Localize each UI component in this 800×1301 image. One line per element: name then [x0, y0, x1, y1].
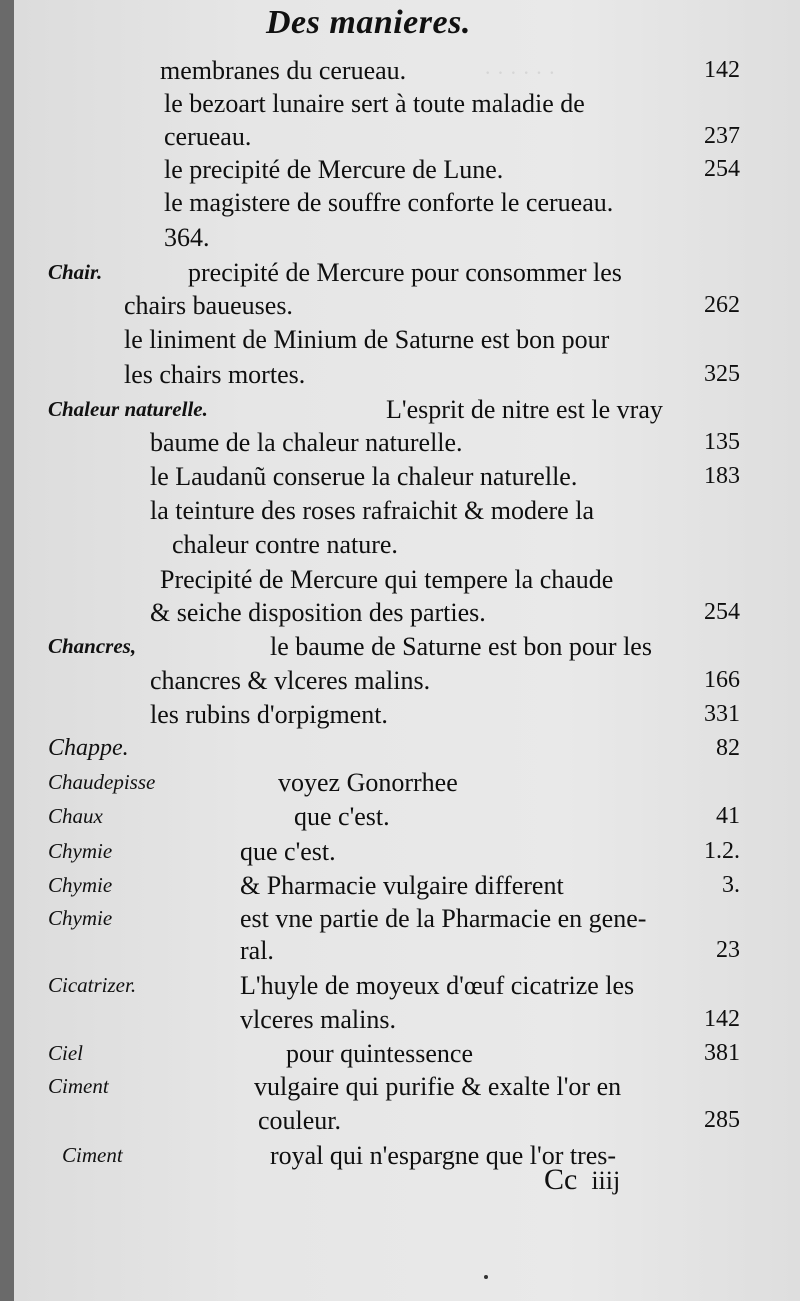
page-reference: 1.2. [704, 838, 740, 864]
index-line [14, 492, 800, 529]
index-keyword: Chaleur naturelle. [48, 397, 208, 421]
page-reference: 331 [704, 701, 740, 727]
index-text: les chairs mortes. [124, 360, 306, 389]
index-keyword: Chappe. [48, 735, 129, 761]
index-line [14, 356, 800, 393]
index-text: vulgaire qui purifie & exalte l'or en [254, 1072, 622, 1101]
index-line [14, 798, 800, 835]
index-line [14, 1102, 800, 1139]
page-reference: 254 [704, 599, 740, 625]
index-line [14, 967, 800, 1004]
page-reference: 381 [704, 1040, 740, 1066]
index-line [14, 184, 800, 221]
index-line [14, 424, 800, 461]
index-text: Precipité de Mercure qui tempere la chaude [160, 565, 614, 594]
index-text: chancres & vlceres malins. [150, 666, 431, 695]
index-keyword: Chymie [48, 906, 113, 930]
page-reference: 3. [722, 872, 740, 898]
index-line [14, 764, 800, 801]
index-text: le Laudanũ conserue la chaleur naturelle. [150, 462, 578, 491]
index-line [14, 561, 800, 598]
index-text: ral. [240, 936, 274, 965]
index-line [14, 1068, 800, 1105]
index-line [14, 321, 800, 358]
index-text: que c'est. [240, 837, 336, 866]
signature-number: iiij [591, 1166, 621, 1195]
index-text: chaleur contre nature. [172, 530, 398, 559]
index-text: membranes du cerueau. [160, 56, 407, 85]
index-keyword: Ciment [48, 1074, 109, 1098]
index-keyword: Chaux [48, 804, 103, 828]
page-reference: 41 [716, 803, 740, 829]
index-keyword: Cicatrizer. [48, 973, 137, 997]
index-keyword: Chaudepisse [48, 770, 156, 794]
page-reference: 325 [704, 361, 740, 387]
index-text: couleur. [258, 1106, 342, 1135]
index-text: L'huyle de moyeux d'œuf cicatrize les [240, 971, 635, 1000]
index-line [14, 1035, 800, 1072]
index-text: les rubins d'orpigment. [150, 700, 388, 729]
index-line [14, 391, 800, 428]
index-line [14, 526, 800, 563]
index-line [14, 118, 800, 155]
index-line [14, 287, 800, 324]
index-keyword: Chair. [48, 260, 103, 284]
ink-speck [484, 1275, 488, 1279]
signature-letters: Cc [544, 1163, 578, 1196]
page-reference: 82 [716, 735, 740, 761]
page-reference: 183 [704, 463, 740, 489]
page-reference: 166 [704, 667, 740, 693]
index-text: precipité de Mercure pour consommer les [188, 258, 622, 287]
index-keyword: Ciel [48, 1041, 83, 1065]
running-header: Des manieres. [266, 4, 471, 41]
index-line [14, 867, 800, 904]
index-text: est vne partie de la Pharmacie en gene- [240, 904, 647, 933]
index-line [14, 1137, 800, 1174]
index-line [14, 151, 800, 188]
index-line [14, 833, 800, 870]
index-text: cerueau. [164, 122, 252, 151]
signature-mark [544, 1163, 620, 1197]
index-line [14, 628, 800, 665]
index-keyword: Ciment [62, 1143, 123, 1167]
index-text: royal qui n'espargne que l'or tres- [270, 1141, 617, 1170]
index-line [14, 1001, 800, 1038]
index-text: chairs baueuses. [124, 291, 293, 320]
index-keyword: Chymie [48, 839, 113, 863]
index-text: que c'est. [294, 802, 390, 831]
index-line [14, 594, 800, 631]
page-reference: 142 [704, 1006, 740, 1032]
index-line [14, 219, 800, 256]
bleed-through-text: · · · · · · [484, 60, 556, 85]
index-text: la teinture des roses rafraichit & modere la [150, 496, 594, 525]
index-line [14, 85, 800, 122]
index-text: L'esprit de nitre est le vray [386, 395, 663, 424]
page-reference: 285 [704, 1107, 740, 1133]
page-reference: 254 [704, 156, 740, 182]
index-text: le magistere de souffre conforte le cerueau. [164, 188, 614, 217]
index-line [14, 662, 800, 699]
index-line [14, 52, 800, 89]
book-page [14, 0, 800, 1301]
index-text: 364. [164, 223, 210, 252]
page-reference: 142 [704, 57, 740, 83]
index-line [14, 932, 800, 969]
index-line [14, 730, 800, 767]
page-reference: 237 [704, 123, 740, 149]
index-line [14, 458, 800, 495]
index-text: le liniment de Minium de Saturne est bon pour [124, 325, 610, 354]
index-text: & seiche disposition des parties. [150, 598, 486, 627]
index-text: voyez Gonorrhee [278, 768, 458, 797]
page-reference: 23 [716, 937, 740, 963]
index-text: & Pharmacie vulgaire different [240, 871, 564, 900]
index-keyword: Chancres, [48, 634, 137, 658]
page-reference: 135 [704, 429, 740, 455]
index-text: vlceres malins. [240, 1005, 396, 1034]
index-keyword: Chymie [48, 873, 113, 897]
index-text: baume de la chaleur naturelle. [150, 428, 463, 457]
index-text: pour quintessence [286, 1039, 474, 1068]
index-line [14, 254, 800, 291]
index-text: le baume de Saturne est bon pour les [270, 632, 652, 661]
page-reference: 262 [704, 292, 740, 318]
index-text: le bezoart lunaire sert à toute maladie de [164, 89, 585, 118]
index-line [14, 696, 800, 733]
index-text: le precipité de Mercure de Lune. [164, 155, 504, 184]
